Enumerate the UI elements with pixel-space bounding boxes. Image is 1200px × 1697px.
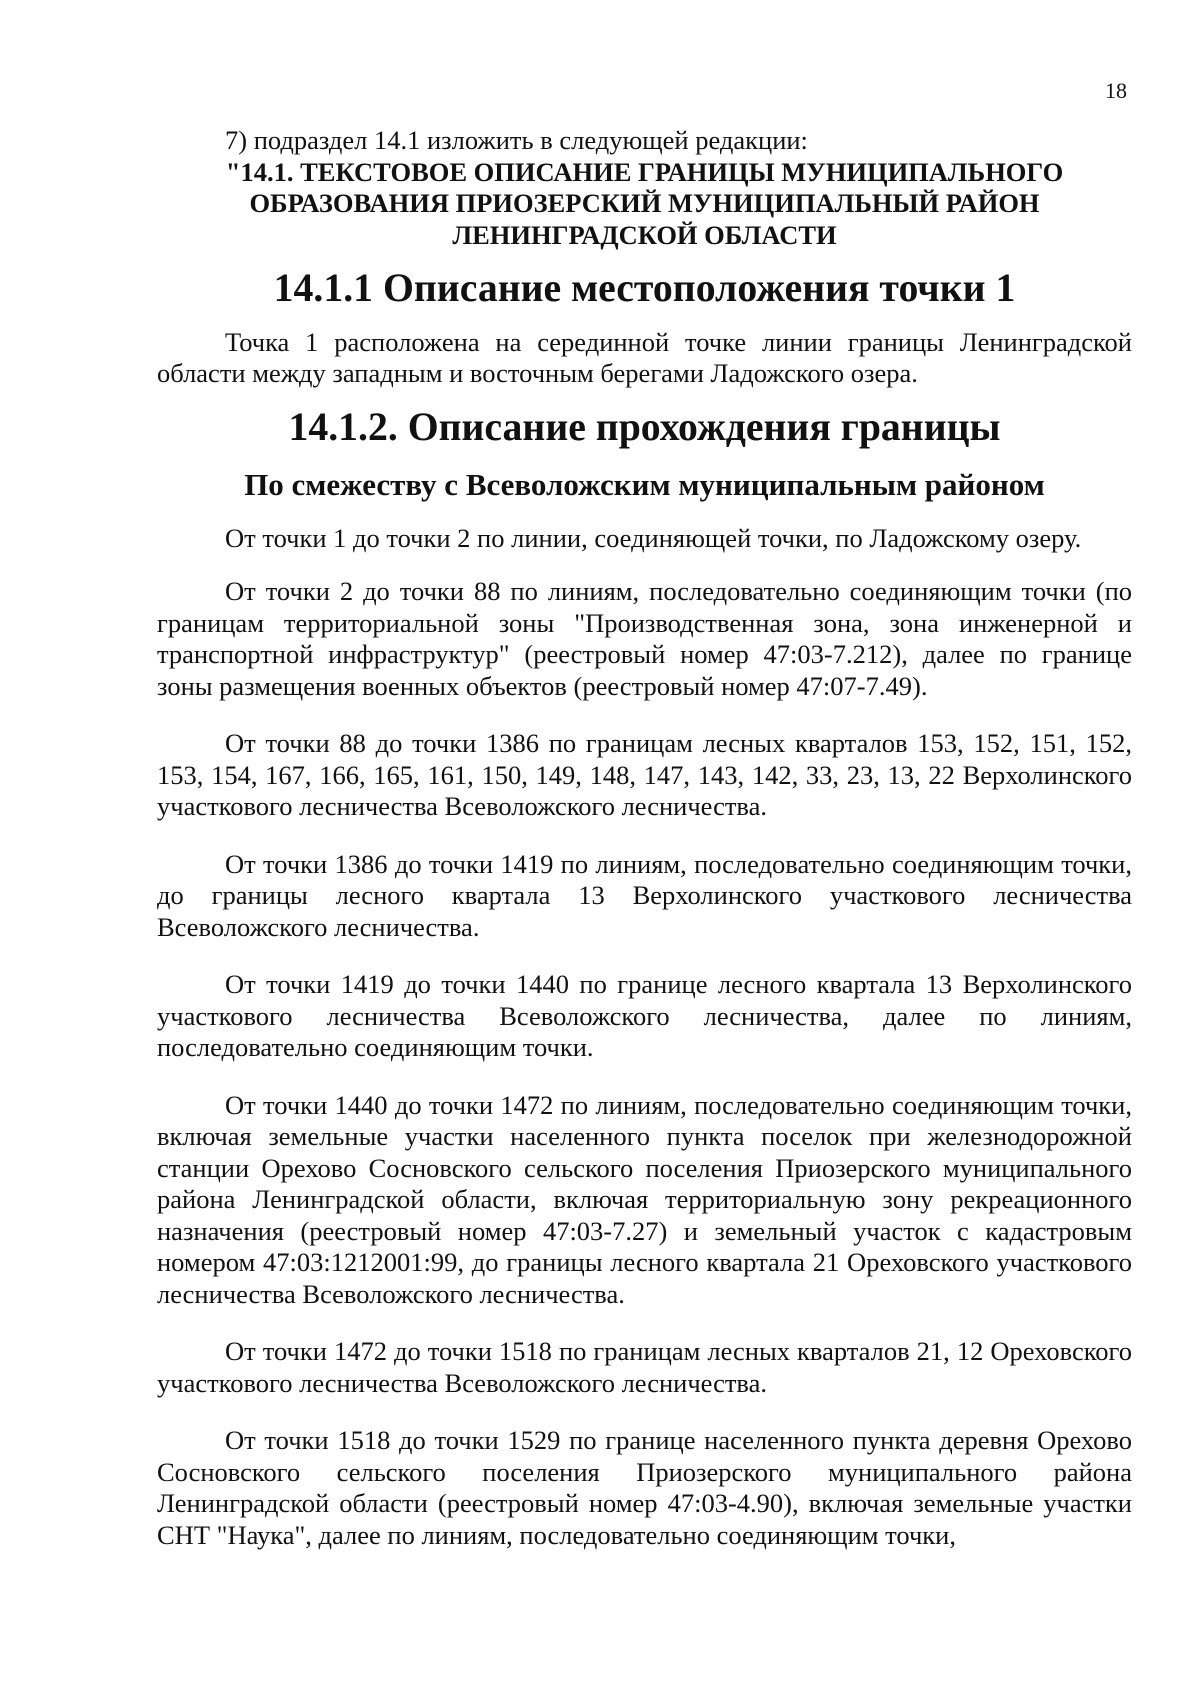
subsection-title: По смежеству с Всеволожским муниципальным районом (244, 467, 1045, 502)
page-number: 18 (1105, 78, 1127, 103)
boundary-paragraph: От точки 2 до точки 88 по линиям, последовательно соединяющим точки (по границам территориальной зоны "Производственная зона, зона инженерной и транспортной инфраструктур" (реестровый номер 47:03-7.212), далее по границе зоны размещения военных объектов (реестровый номер 47:07-7.49). (157, 576, 1132, 701)
section-1-title: 14.1.1 Описание местоположения точки 1 (273, 266, 1016, 310)
section-2-title: 14.1.2. Описание прохождения границы (288, 404, 1001, 449)
boundary-paragraph: От точки 1419 до точки 1440 по границе лесного квартала 13 Верхолинского участкового лесничества Всеволожского лесничества, далее по линиям, последовательно соединяющим точки. (157, 969, 1132, 1062)
section-1-text: Точка 1 расположена на серединной точке линии границы Ленинградской области между западным и восточным берегами Ладожского озера. (157, 326, 1132, 388)
document-body (157, 125, 1132, 1551)
boundary-paragraph: От точки 1 до точки 2 по линии, соединяющей точки, по Ладожскому озеру. (225, 522, 1082, 553)
intro-line: 7) подраздел 14.1 изложить в следующей редакции: (225, 125, 808, 155)
boundary-paragraph: От точки 1518 до точки 1529 по границе населенного пункта деревня Орехово Сосновского сельского поселения Приозерского муниципального района Ленинградской области (реестровый номер 47:03-4.90), включая земельные участки СНТ "Наука", далее по линиям, последовательно соединяющим точки, (157, 1425, 1132, 1550)
boundary-paragraph: От точки 1440 до точки 1472 по линиям, последовательно соединяющим точки, включая земельные участки населенного пункта поселок при железнодорожной станции Орехово Сосновского сельского поселения Приозерского муниципального района Ленинградской области, включая территориальную зону рекреационного назначения (реестровый номер 47:03-7.27) и земельный участок с кадастровым номером 47:03:1212001:99, до границы лесного квартала 21 Ореховского участкового лесничества Всеволожского лесничества. (157, 1089, 1132, 1309)
boundary-paragraph: От точки 1386 до точки 1419 по линиям, последовательно соединяющим точки, до границы лесного квартала 13 Верхолинского участкового лесничества Всеволожского лесничества. (157, 848, 1132, 942)
main-title: "14.1. ТЕКСТОВОЕ ОПИСАНИЕ ГРАНИЦЫ МУНИЦИПАЛЬНОГО ОБРАЗОВАНИЯ ПРИОЗЕРСКИЙ МУНИЦИПАЛЬНЫЙ РАЙОН ЛЕНИНГРАДСКОЙ ОБЛАСТИ (225, 156, 1064, 250)
boundary-paragraph: От точки 1472 до точки 1518 по границам лесных кварталов 21, 12 Ореховского участкового лесничества Всеволожского лесничества. (157, 1336, 1132, 1398)
boundary-paragraph: От точки 88 до точки 1386 по границам лесных кварталов 153, 152, 151, 152, 153, 154, 167, 166, 165, 161, 150, 149, 148, 147, 143, 142, 33, 23, 13, 22 Верхолинского участкового лесничества Всеволожского лесничества. (157, 728, 1132, 821)
